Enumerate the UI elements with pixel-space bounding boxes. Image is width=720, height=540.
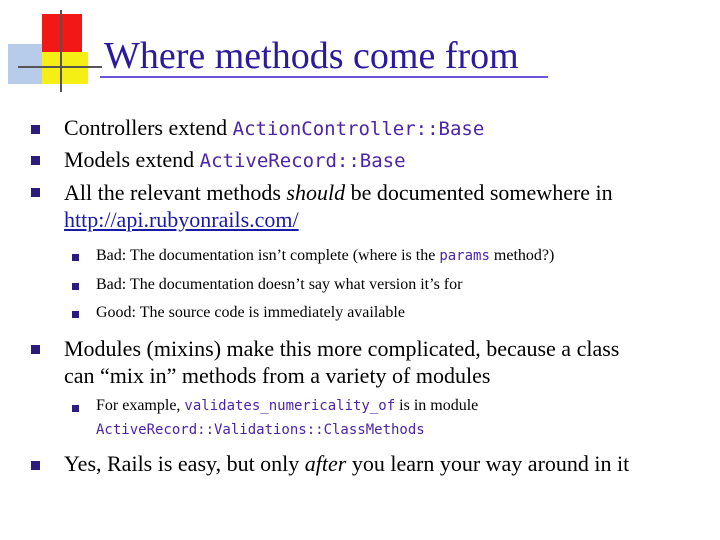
bullet-square-icon (72, 311, 79, 318)
bullet-square-icon (31, 188, 40, 197)
decor-red-square (42, 14, 82, 54)
bullet-square-icon (31, 461, 40, 470)
api-docs-link[interactable]: http://api.rubyonrails.com/ (64, 207, 299, 232)
subbullet-text: For example, validates_numericality_of is in module (96, 397, 479, 414)
module-name: ActiveRecord::Validations::ClassMethods (96, 422, 425, 438)
bullet-square-icon (31, 125, 40, 134)
slide-title: Where methods come from (104, 35, 519, 77)
bullet-square-icon (72, 254, 79, 261)
bullet-square-icon (31, 345, 40, 354)
bullet-text-continued: can “mix in” methods from a variety of modules (64, 363, 491, 388)
bullet-text: Yes, Rails is easy, but only after you learn your way around in it (64, 451, 630, 476)
bullet-text: Modules (mixins) make this more complicated, because a class (64, 336, 620, 361)
decor-blue-square (8, 44, 42, 84)
decor-horizontal-line (18, 66, 102, 68)
bullet-text: Controllers extend ActionController::Base (64, 115, 485, 140)
bullet-square-icon (31, 156, 40, 165)
bullet-square-icon (72, 405, 79, 412)
bullet-text: All the relevant methods should be documented somewhere in (64, 180, 613, 205)
decor-vertical-line (60, 10, 62, 92)
bullet-text: Models extend ActiveRecord::Base (64, 147, 406, 172)
subbullet-text: Bad: The documentation doesn’t say what version it’s for (96, 276, 463, 293)
bullet-square-icon (72, 283, 79, 290)
subbullet-text: Good: The source code is immediately available (96, 304, 405, 321)
subbullet-text: Bad: The documentation isn’t complete (where is the params method?) (96, 247, 555, 264)
decor-yellow-square (42, 52, 88, 84)
